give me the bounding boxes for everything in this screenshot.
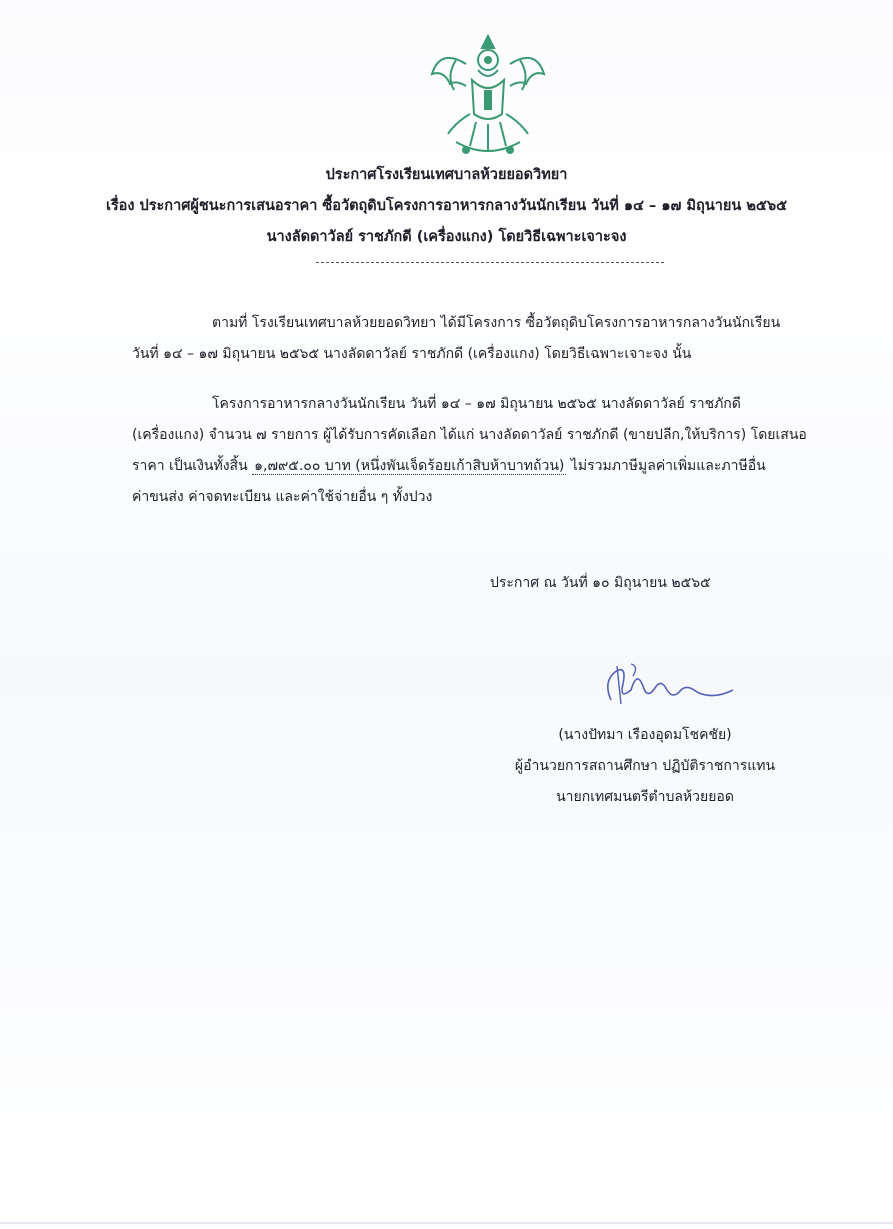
scan-edge [0,1222,893,1224]
paragraph-2-line-1: โครงการอาหารกลางวันนักเรียน วันที่ ๑๔ – ๑๗ มิถุนายน ๒๕๖๕ นางลัดดาวัลย์ ราชภักดี [212,396,741,412]
paragraph-1-line-2: วันที่ ๑๔ – ๑๗ มิถุนายน ๒๕๖๕ นางลัดดาวัลย์ ราชภักดี (เครื่องแกง) โดยวิธีเฉพาะเจาะจง นั้น [132,346,692,362]
paragraph-2 [132,389,852,513]
paragraph-2-line-3 [132,451,852,482]
paragraph-1-line-1: ตามที่ โรงเรียนเทศบาลห้วยยอดวิทยา ได้มีโครงการ ซื้อวัตถุดิบโครงการอาหารกลางวันนักเรียน [212,315,781,331]
announcement-date: ประกาศ ณ วันที่ ๑๐ มิถุนายน ๒๕๖๕ [490,575,711,591]
garuda-emblem [426,30,550,160]
handwritten-signature [597,660,737,710]
signer-name: (นางปัทมา เรืองอุดมโชคชัย) [558,727,732,743]
signer-position: ผู้อำนวยการสถานศึกษา ปฏิบัติราชการแทน [514,758,776,774]
signer-position-2: นายกเทศมนตรีตำบลห้วยยอด [556,789,734,805]
paragraph-1 [132,308,852,370]
price-amount: ๑,๗๙๕.๐๐ บาท (หนึ่งพันเจ็ดร้อยเก้าสิบห้าบาทถ้วน) [254,458,565,474]
paragraph-2-line-4: ค่าขนส่ง ค่าจดทะเบียน และค่าใช้จ่ายอื่น ๆ ทั้งปวง [132,489,433,505]
paragraph-2-line-2: (เครื่องแกง) จำนวน ๗ รายการ ผู้ได้รับการคัดเลือก ได้แก่ นางลัดดาวัลย์ ราชภักดี (ขายปลีก,ให้บริการ) โดยเสนอ [132,427,807,443]
price-prefix: ราคา เป็นเงินทั้งสิ้น [132,458,253,474]
header-separator [316,262,664,263]
price-suffix: ไม่รวมภาษีมูลค่าเพิ่มและภาษีอื่น [566,458,766,474]
announcement-header [0,160,893,253]
header-title: ประกาศโรงเรียนเทศบาลห้วยยอดวิทยา [325,167,568,183]
header-vendor: นางลัดดาวัลย์ ราชภักดี (เครื่องแกง) โดยวิธีเฉพาะเจาะจง [266,229,627,245]
header-subject: เรื่อง ประกาศผู้ชนะการเสนอราคา ซื้อวัตถุดิบโครงการอาหารกลางวันนักเรียน วันที่ ๑๔ – ๑๗ มิถุนายน ๒๕๖๕ [105,198,788,214]
